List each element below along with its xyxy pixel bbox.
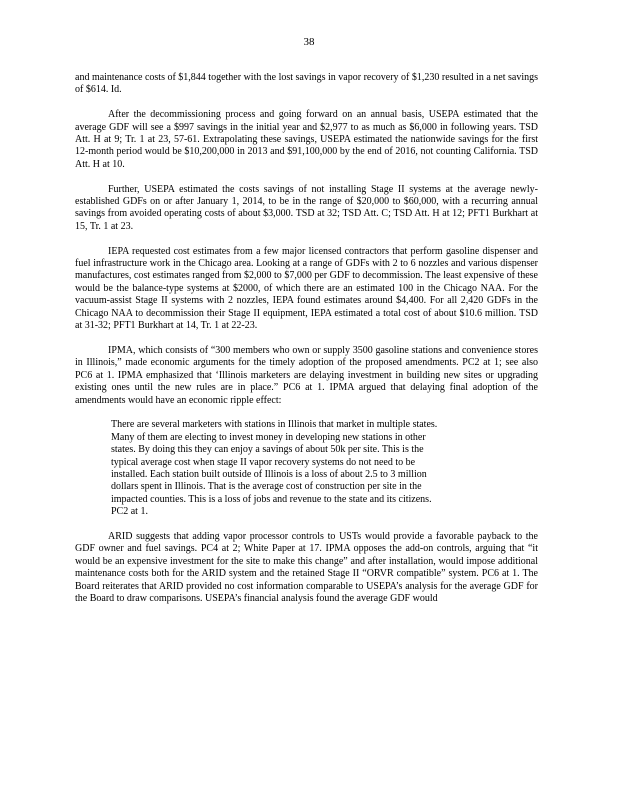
quote-line: states. By doing this they can enjoy a savings of about 50k per site. This is the	[111, 444, 424, 456]
quote-line: dollars spent in Illinois. That is the average cost of construction per site in the	[111, 481, 422, 493]
quote-line: installed. Each station built outside of Illinois is a loss of about 2.5 to 3 million	[111, 468, 427, 480]
paragraph-cost-summary: and maintenance costs of $1,844 together with the lost savings in vapor recovery of $1,230 resulted in a net savings of $614. Id.	[75, 72, 538, 96]
quote-line: Many of them are electing to invest money in developing new stations in other	[111, 431, 426, 443]
quote-line: impacted counties. This is a loss of jobs and revenue to the state and its citizens.	[111, 493, 432, 505]
block-quote	[111, 419, 516, 518]
paragraph-new-gdf-savings: Further, USEPA estimated the costs savings of not installing Stage II systems at the average newly-established GDFs on or after January 1, 2014, to be in the range of $20,000 to $60,000, with a recurring annual savings from avoided operating costs of about $3,000. TSD at 32; TSD Att. C; TSD Att. H at 12; PFT1 Burkhart at 15, Tr. 1 at 23.	[75, 183, 538, 232]
quote-line: There are several marketers with stations in Illinois that market in multiple states.	[111, 419, 438, 431]
paragraph-ipma-arguments: IPMA, which consists of “300 members who own or supply 3500 gasoline stations and convenience stores in Illinois,” made economic arguments for the timely adoption of the proposed amendments. PC2 at 1; see also PC6 at 1. IPMA emphasized that ‘Illinois marketers are delaying investment in building new sites or upgrading existing ones until the new rules are in place.” PC6 at 1. IPMA argued that delaying final adoption of the amendments would have an economic ripple effect:	[75, 344, 538, 406]
document-body	[75, 72, 538, 618]
paragraph-iepa-cost-estimates: IEPA requested cost estimates from a few major licensed contractors that perform gasoline dispenser and fuel infrastructure work in the Chicago area. Looking at a range of GDFs with 2 to 6 nozzles and various dispenser manufactures, cost estimates ranged from $2,000 to $7,000 per GDF to decommission. The least expensive of these would be the balance-type systems at $2000, of which there are an estimated 100 in the Chicago NAA. For the vacuum-assist Stage II systems with 2 nozzles, IEPA found estimates around $4,400. For all 2,420 GDFs in the Chicago NAA to decommission their Stage II equipment, IEPA estimated a total cost of about $10.6 million. TSD at 31-32; PFT1 Burkhart at 14, Tr. 1 at 22-23.	[75, 245, 538, 332]
quote-citation: PC2 at 1.	[111, 506, 148, 518]
quote-line: typical average cost when stage II vapor recovery systems do not need to be	[111, 456, 416, 468]
paragraph-arid-suggestion: ARID suggests that adding vapor processor controls to USTs would provide a favorable payback to the GDF owner and fuel savings. PC4 at 2; White Paper at 17. IPMA opposes the add-on controls, arguing that “it would be an expensive investment for the site to make this change” and after installation, would impose additional maintenance costs both for the ARID system and the retained Stage II “ORVR compatible” system. PC6 at 1. The Board reiterates that ARID provided no cost information comparable to USEPA’s analysis for the average GDF for the Board to draw comparisons. USEPA’s financial analysis found the average GDF would	[75, 530, 538, 604]
page-number: 38	[303, 36, 315, 48]
paragraph-annual-savings: After the decommissioning process and going forward on an annual basis, USEPA estimated that the average GDF will see a $997 savings in the initial year and $2,977 to as much as $6,000 in following years. TSD Att. H at 9; Tr. 1 at 23, 57-61. Extrapolating these savings, USEPA estimated the nationwide savings for the first 12-month period would be $10,200,000 in 2013 and $91,100,000 by the end of 2016, not counting California. TSD Att. H at 10.	[75, 109, 538, 170]
